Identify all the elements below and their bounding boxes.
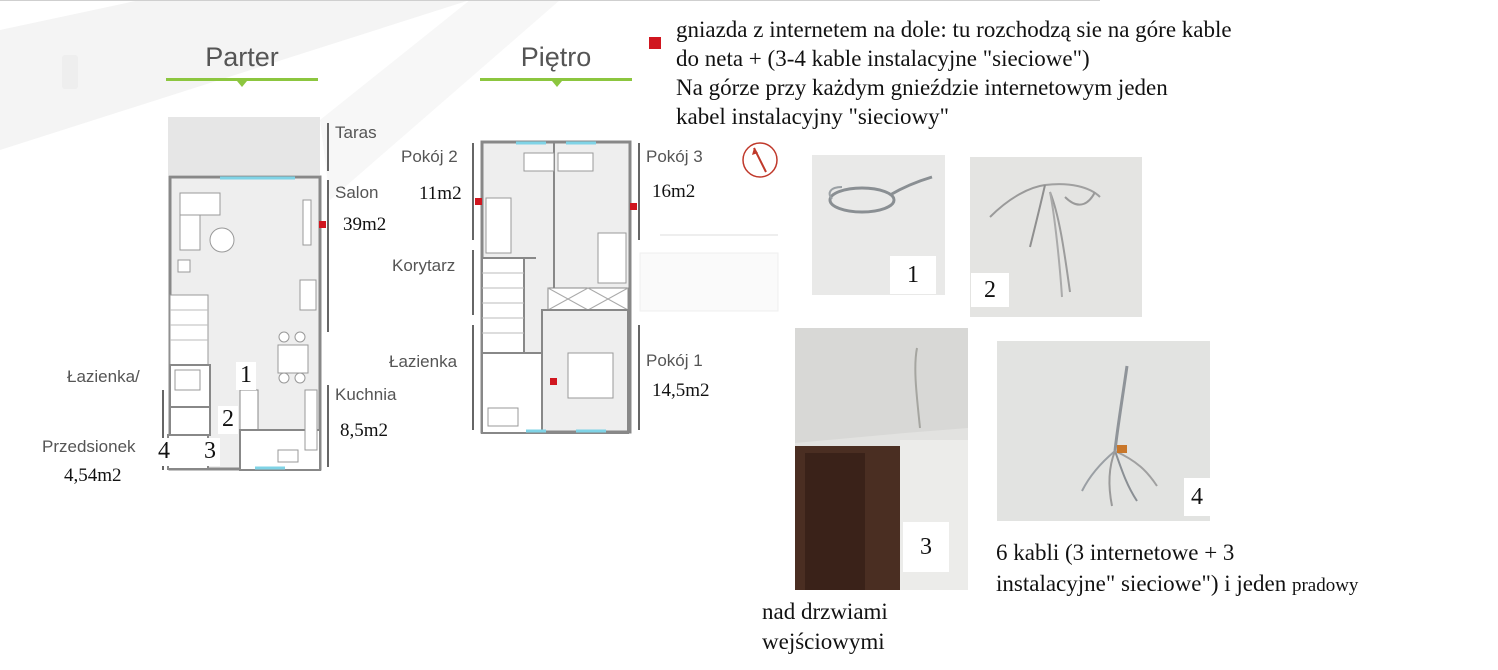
salon-line: [327, 180, 329, 332]
note-line-3: Na górze przy każdym gnieździe internetowym jeden: [676, 75, 1168, 100]
pokoj1-socket-marker: [550, 378, 557, 385]
pietro-underline-arrow: [552, 81, 562, 87]
photo-3-label: 3: [903, 522, 949, 572]
pokoj2-label: Pokój 2: [401, 147, 458, 166]
pokoj1-line: [638, 325, 640, 430]
cable-bundle-image: [997, 341, 1210, 521]
parter-title: Parter: [205, 42, 279, 72]
pokoj2-area: 11m2: [419, 183, 462, 204]
marker-4: 4: [154, 438, 174, 466]
photo-4: [997, 341, 1210, 521]
photo-4-caption-line-2: instalacyjne" sieciowe") i jeden: [996, 571, 1287, 596]
parter-floor-plan: [160, 115, 330, 475]
photo-1-label: 1: [890, 256, 936, 294]
marker-3: 3: [200, 438, 220, 466]
note-line-1: gniazda z internetem na dole: tu rozchodzą sie na góre kable: [676, 17, 1232, 42]
salon-socket-marker: [319, 221, 326, 228]
taras-line: [327, 123, 329, 171]
note-line-2: do neta + (3-4 kable instalacyjne "sieciowe"): [676, 46, 1090, 71]
taras-label: Taras: [335, 123, 377, 142]
compass-icon: [740, 140, 780, 180]
marker-1: 1: [236, 362, 256, 390]
pokoj3-socket-marker: [630, 203, 637, 210]
pietro-floor-plan: [476, 138, 636, 438]
kuchnia-line: [327, 385, 329, 467]
pietro-title: Piętro: [520, 42, 592, 72]
parter-underline-arrow: [237, 81, 247, 87]
photo-3-caption: [762, 597, 962, 657]
pokoj3-line: [638, 143, 640, 240]
lazienka-parter-label: Łazienka/: [67, 367, 140, 386]
salon-label: Salon: [335, 183, 379, 202]
pokoj3-area: 16m2: [652, 181, 696, 202]
przedsionek-area: 4,54m2: [64, 465, 122, 486]
przedsionek-label: Przedsionek: [42, 437, 136, 456]
korytarz-label: Korytarz: [392, 256, 456, 275]
photo-3-caption-line-1: nad drzwiami: [762, 599, 888, 624]
marker-2: 2: [218, 406, 238, 434]
pokoj2-line: [472, 143, 474, 240]
pokoj2-socket-marker: [475, 198, 482, 205]
pokoj3-label: Pokój 3: [646, 147, 703, 166]
photo-4-label: 4: [1184, 478, 1210, 516]
photo-3-caption-line-2: wejściowymi: [762, 629, 885, 654]
photo-4-caption-small: pradowy: [1291, 575, 1359, 596]
photo-4-caption: [996, 537, 1486, 601]
note-text: [676, 15, 1436, 131]
kuchnia-label: Kuchnia: [335, 385, 397, 404]
note-line-4: kabel instalacyjny "sieciowy": [676, 104, 949, 129]
legend-marker: [649, 37, 661, 49]
photo-2-label: 2: [971, 273, 1009, 307]
photo-4-caption-line-1: 6 kabli (3 internetowe + 3: [996, 540, 1235, 565]
lazienka-pietro-label: Łazienka: [389, 352, 458, 371]
salon-area: 39m2: [343, 214, 387, 235]
korytarz-line: [472, 250, 474, 315]
lazienka-pietro-line: [472, 325, 474, 430]
kuchnia-area: 8,5m2: [340, 420, 389, 441]
pokoj1-area: 14,5m2: [652, 380, 710, 401]
pokoj1-label: Pokój 1: [646, 351, 703, 370]
